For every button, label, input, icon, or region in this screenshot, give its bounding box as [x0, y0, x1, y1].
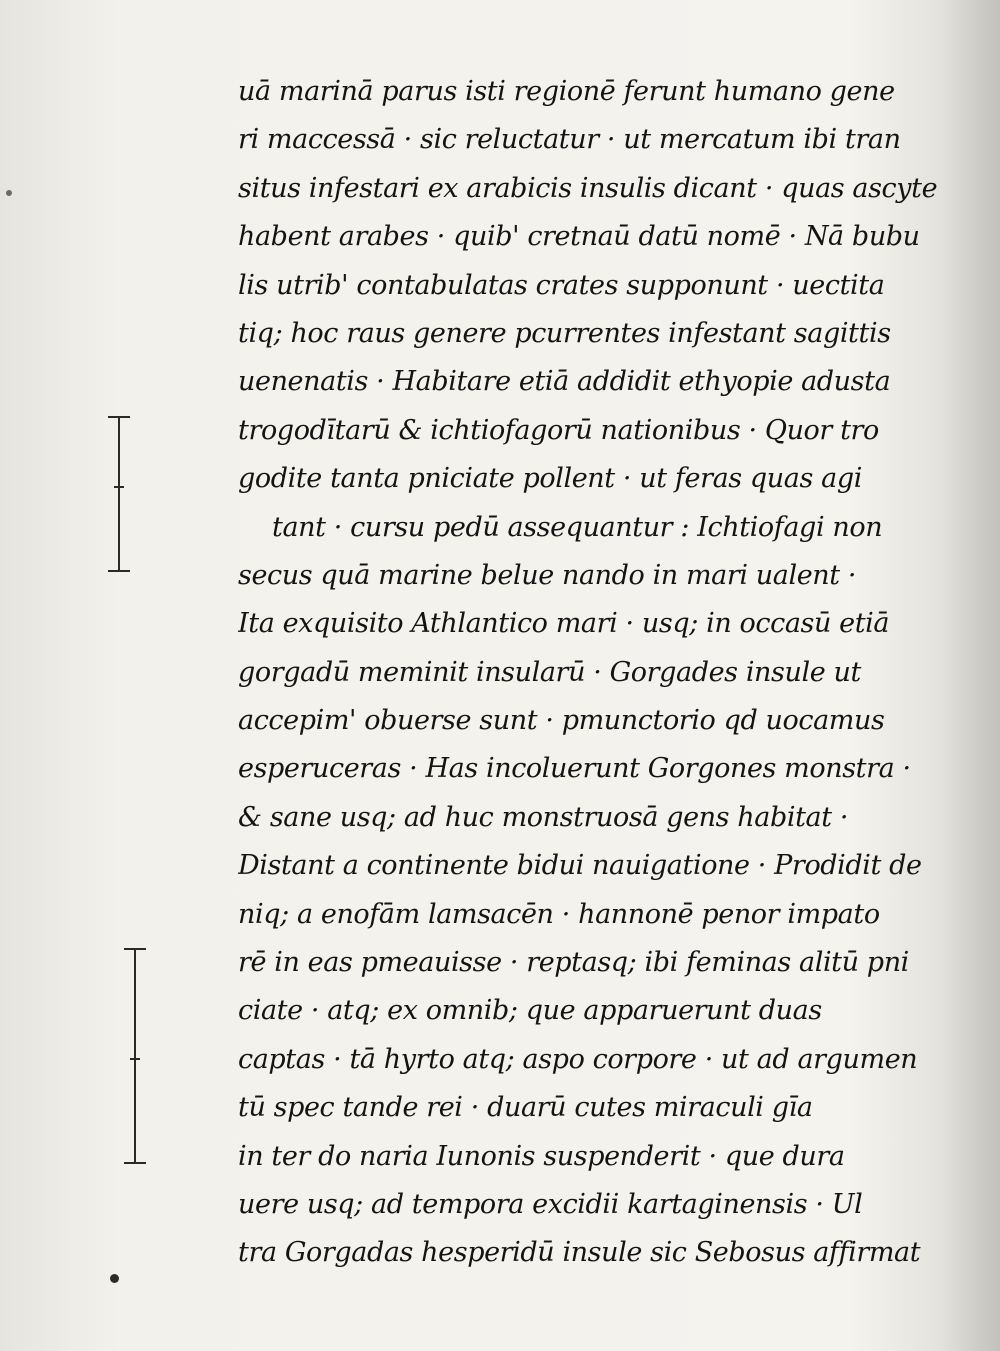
text-line: niq; a enofām lamsacēn · hannonē penor impato	[238, 898, 880, 930]
text-line: accepim' obuerse sunt · pmunctorio qd uocamus	[238, 705, 885, 737]
text-line: secus quā marine belue nando in mari ualent ·	[238, 559, 857, 591]
bracket-cap-bottom	[124, 1162, 146, 1164]
text-line: in ter do naria Iunonis suspenderit · que dura	[238, 1140, 845, 1172]
text-line: Ita exquisito Athlantico mari · usq; in occasū etiā	[238, 608, 890, 640]
text-line: Distant a continente bidui nauigatione · Prodidit de	[238, 850, 922, 882]
text-line: lis utrib' contabulatas crates supponunt · uectita	[238, 269, 885, 301]
text-line: rē in eas pmeauisse · reptasq; ibi feminas alitū pni	[238, 947, 909, 979]
text-line: tiq; hoc raus genere pcurrentes infestant sagittis	[238, 317, 891, 349]
text-line: uere usq; ad tempora excidii kartaginensis · Ul	[238, 1188, 863, 1220]
text-line: tra Gorgadas hesperidū insule sic Sebosus affirmat	[238, 1237, 921, 1269]
bracket-bar	[134, 948, 136, 1164]
text-line: tant · cursu pedū assequantur : Ichtiofagi non	[272, 511, 883, 543]
bracket-cap-bottom	[108, 570, 130, 572]
text-line: & sane usq; ad huc monstruosā gens habitat ·	[238, 801, 849, 833]
margin-bracket-lower	[120, 940, 150, 1172]
text-line: gorgadū meminit insularū · Gorgades insule ut	[238, 656, 861, 688]
margin-bracket-upper	[104, 408, 134, 580]
text-line: uā marinā parus isti regionē ferunt humano gene	[238, 76, 895, 107]
margin-dot-top	[6, 190, 12, 196]
text-line: habent arabes · quib' cretnaū datū nomē · Nā bubu	[238, 221, 920, 253]
text-line: uenenatis · Habitare etiā addidit ethyopie adusta	[238, 366, 891, 398]
bracket-tick	[114, 486, 124, 488]
text-line: ri maccessā · sic reluctatur · ut mercatum ibi tran	[238, 124, 901, 156]
text-line: godite tanta pniciate pollent · ut feras quas agi	[238, 463, 862, 495]
text-line: esperuceras · Has incoluerunt Gorgones monstra ·	[238, 753, 911, 785]
bracket-tick	[130, 1058, 140, 1060]
text-line: ciate · atq; ex omnib; que apparuerunt duas	[238, 995, 822, 1027]
text-line: trogodītarū & ichtiofagorū nationibus · Quor tro	[238, 414, 879, 446]
manuscript-text-block	[238, 68, 938, 1278]
margin-dot-bottom	[110, 1274, 119, 1283]
page-edge-shadow	[940, 0, 1000, 1351]
text-line: situs infestari ex arabicis insulis dicant · quas ascyte	[238, 172, 938, 204]
text-line: captas · tā hyrto atq; aspo corpore · ut ad argumen	[238, 1043, 918, 1075]
bracket-bar	[118, 416, 120, 572]
text-line: tū spec tande rei · duarū cutes miraculi gīa	[238, 1092, 813, 1124]
